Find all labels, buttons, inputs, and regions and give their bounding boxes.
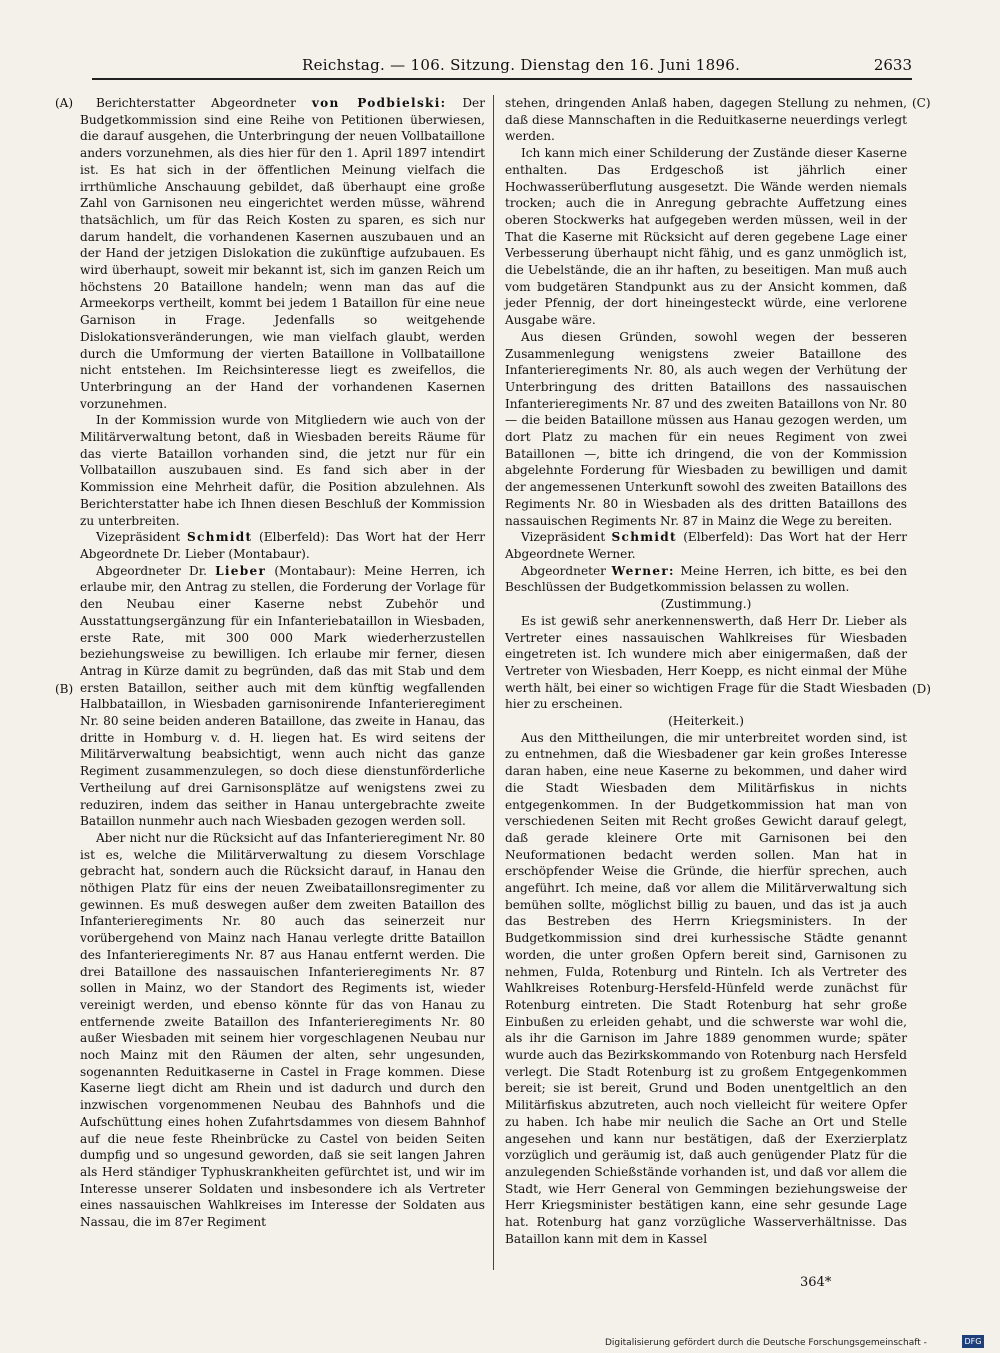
paragraph-text: Ich kann mich einer Schilderung der Zustände dieser Kaserne enthalten. Das Erdgeschoß ist jährlich einer Hochwasserüberflutung ausgesetzt. Die Wände werden niemals trocken; auch die in Anregung gebrachte Auffetzung eines oberen Stockwerks hat aufgegeben werden müssen, weil in der That die Kaserne mit Rücksicht auf deren gegebene Lage einer Verbesserung überhaupt nicht fähig, und es ganz unmöglich ist, die Uebelstände, die an ihr haften, zu beseitigen. Man muß auch vom budgetären Standpunkt aus zu der Ansicht kommen, daß jeder Pfennig, der dort hineingesteckt würde, eine verlorene Ausgabe wäre. <box>505 146 907 328</box>
paragraph <box>80 830 485 1231</box>
margin-marker-a: (A) <box>55 96 74 110</box>
paragraph <box>80 95 485 412</box>
paragraph-text: Aus diesen Gründen, sowohl wegen der besseren Zusammenlegung wenigstens zweier Bataillone des Infanterieregiments Nr. 80, als auch wegen der Verhütung der Unterbringung des dritten Bataillons des nassauischen Infanterieregiments Nr. 87 und des zweiten Bataillons von Nr. 80 — die beiden Bataillone müssen aus Hanau gezogen werden, um dort Platz zu machen für ein neues Regiment von zwei Bataillonen —, bitte ich dringend, die von der Kommission abgelehnte Forderung für Wiesbaden zu bewilligen und damit der angemessenen Unterkunft sowohl des zweiten Bataillons des Regiments Nr. 80 in Wiesbaden als des dritten Bataillons des nassauischen Regiments Nr. 87 in Mainz die Wege zu bereiten. <box>505 329 907 528</box>
paragraph-lead: Abgeordneter Dr. <box>96 563 216 578</box>
paragraph <box>505 145 907 329</box>
paragraph <box>505 613 907 713</box>
right-column <box>505 95 907 1248</box>
signature-mark: 364* <box>800 1275 832 1290</box>
paragraph <box>505 730 907 1248</box>
paragraph-text: (Heiterkeit.) <box>668 714 744 729</box>
speaker-name: von Podbielski: <box>311 96 447 110</box>
speaker-name: Werner: <box>611 563 675 578</box>
column-divider <box>493 95 494 1270</box>
speaker-name: Schmidt <box>611 530 677 545</box>
dfg-logo: DFG <box>962 1335 984 1348</box>
paragraph <box>80 563 485 830</box>
paragraph <box>505 563 907 596</box>
margin-marker-c: (C) <box>912 96 931 110</box>
page-header <box>92 56 912 80</box>
paragraph-lead: Berichterstatter Abgeordneter <box>96 96 312 110</box>
paragraph-text: stehen, dringenden Anlaß haben, dagegen Stellung zu nehmen, daß diese Mannschaften in die Reduitkaserne neuerdings verlegt werden. <box>505 96 907 144</box>
paragraph-text: (Zustimmung.) <box>660 597 752 612</box>
paragraph-text: Aber nicht nur die Rücksicht auf das Infanterieregiment Nr. 80 ist es, welche die Militärverwaltung zu diesem Vorschlage gebracht hat, sondern auch die Rücksicht darauf, in Hanau den nöthigen Platz für eins der neuen Zweibataillonsregimenter zu gewinnen. Es muß deswegen außer dem zweiten Bataillon des Infanterieregiments Nr. 80 auch das seinerzeit nur vorübergehend von Mainz nach Hanau verlegte dritte Bataillon des Infanterieregiments Nr. 87 aus Hanau entfernt werden. Die drei Bataillone des nassauischen Infanterieregiments Nr. 87 sollen in Mainz, wo der Standort des Regiments ist, wieder vereinigt werden, und ebenso könnte für das von Hanau zu entfernende zweite Bataillon des Infanterieregiments Nr. 80 außer Wiesbaden mit seinem hier vorgeschlagenen Neubau nur noch Mainz mit den Räumen der alten, sehr ungesunden, sogenannten Reduitkaserne in Castel in Frage kommen. Diese Kaserne liegt dicht am Rhein und ist dadurch und durch den inzwischen vorgenommenen Neubau des Bahnhofs und die Aufschüttung eines hohen Zufahrtsdammes von diesem Bahnhof auf die neue feste Rheinbrücke zu Castel von beiden Seiten dumpfig und so ungesund geworden, daß sie seit langen Jahren als Herd ständiger Typhuskrankheiten gefürchtet ist, und wir im Interesse unserer Soldaten und insbesondere ich als Vertreter eines nassauischen Wahlkreises im Interesse der Soldaten aus Nassau, die im 87er Regiment <box>80 830 485 1230</box>
paragraph-lead: Vizepräsident <box>521 530 612 545</box>
speaker-name: Schmidt <box>186 530 253 545</box>
paragraph <box>80 529 485 562</box>
margin-marker-b: (B) <box>55 682 74 696</box>
paragraph <box>505 329 907 529</box>
left-column <box>80 95 485 1231</box>
paragraph-text: Aus den Mittheilungen, die mir unterbreitet worden sind, ist zu entnehmen, daß die Wiesbadener gar kein großes Interesse daran haben, eine neue Kaserne zu bekommen, und daher wird die Stadt Wiesbaden dem Militärfiskus in nichts entgegenkommen. In der Budgetkommission hat man von verschiedenen Seiten mit Recht großes Gewicht darauf gelegt, daß gerade kleinere Orte mit Garnisonen bei den Neuformationen bedacht werden sollen. Man hat in erschöpfender Weise die Gründe, die hierfür sprechen, auch angeführt. Ich meine, daß vor allem die Militärverwaltung sich bemühen sollte, möglichst billig zu bauen, und das ist ja auch das Bestreben des Herrn Kriegsministers. In der Budgetkommission sind drei kurhessische Städte genannt worden, die unter großen Opfern bereit sind, Garnisonen zu nehmen, Fulda, Rotenburg und Rinteln. Ich als Vertreter des Wahlkreises Rotenburg-Hersfeld-Hünfeld werde zunächst für Rotenburg eintreten. Die Stadt Rotenburg hat sehr große Einbußen zu erleiden gehabt, und die schwerste war wohl die, als ihr die Garnison im Jahre 1889 genommen wurde; später wurde auch das Bezirkskommando von Rotenburg nach Hersfeld verlegt. Die Stadt Rotenburg ist zu großem Entgegenkommen bereit; sie ist bereit, Grund und Boden unentgeltlich an den Militärfiskus abzutreten, auch noch vielleicht für weitere Opfer zu haben. Ich habe mir neulich die Sache an Ort und Stelle angesehen und kann nur bestätigen, daß der Exerzierplatz vorzüglich und geräumig ist, daß auch genügender Platz für die anzulegenden Schießstände vorhanden ist, und daß vor allem die Stadt, wie Herr General von Gemmingen beziehungsweise der Herr Kriegsminister bestätigen kann, eine sehr gesunde Lage hat. Rotenburg hat ganz vorzügliche Wasserverhältnisse. Das Bataillon kann mit dem in Kassel <box>505 730 907 1246</box>
paragraph-text: Meine Herren, ich bitte, es bei den Beschlüssen der Budgetkommission belassen zu wollen. <box>505 563 907 595</box>
paragraph-text: (Elberfeld): Das Wort hat der Herr Abgeordnete Dr. Lieber (Montabaur). <box>80 530 485 561</box>
paragraph-text: (Montabaur): Meine Herren, ich erlaube mir, den Antrag zu stellen, die Forderung der Vorlage für den Neubau einer Kaserne nebst Zubehör und Ausstattungsergänzung für ein Infanteriebataillon in Wiesbaden, erste Rate, mit 300 000 Mark wiederherzustellen beziehungsweise zu bewilligen. Ich erlaube mir ferner, diesen Antrag in Kürze damit zu begründen, daß das mit Stab und dem ersten Bataillon, seither auch mit dem künftig wegfallenden Halbbataillon, in Wiesbaden garnisonirende Infanterieregiment Nr. 80 seine beiden anderen Bataillone, das zweite in Hanau, das dritte in Homburg v. d. H. liegen hat. Es wird seitens der Militärverwaltung beabsichtigt, wenn auch nicht das ganze Regiment zusammenzulegen, so doch diese dienstunförderliche Vertheilung auf drei Garnisonsplätze auf wenigstens zwei zu reduziren, indem das seither in Hanau untergebrachte zweite Bataillon nunmehr auch nach Wiesbaden gezogen werden soll. <box>80 563 485 829</box>
paragraph <box>505 529 907 562</box>
paragraph <box>505 95 907 145</box>
paragraph-text: (Elberfeld): Das Wort hat der Herr Abgeordnete Werner. <box>505 530 907 561</box>
paragraph <box>505 713 907 730</box>
footer-credit: Digitalisierung gefördert durch die Deutsche Forschungsgemeinschaft - <box>605 1338 927 1348</box>
paragraph <box>80 412 485 529</box>
paragraph-text: Es ist gewiß sehr anerkennenswerth, daß Herr Dr. Lieber als Vertreter eines nassauischen Wahlkreises für Wiesbaden eingetreten ist. Ich wundere mich aber einigermaßen, daß der Vertreter von Wiesbaden, Herr Koepp, es nicht einmal der Mühe werth hält, bei einer so wichtigen Frage für die Stadt Wiesbaden hier zu erscheinen. <box>505 613 907 712</box>
paragraph-text: Der Budgetkommission sind eine Reihe von Petitionen überwiesen, die darauf ausgehen, die Unterbringung der neuen Vollbataillone anders vorzunehmen, als dies hier für den 1. April 1897 intendirt ist. Es hat sich in der öffentlichen Meinung vielfach die irrthümliche Anschauung gebildet, daß überhaupt eine große Zahl von Garnisonen neu eingerichtet werden müsse, während thatsächlich, um für das Reich Kosten zu sparen, es sich nur darum handelt, die vorhandenen Kasernen auszubauen und an der Hand der jetzigen Dislokation die zukünftige aufzubauen. Es wird überhaupt, soweit mir bekannt ist, sich im ganzen Reich um höchstens 20 Bataillone handeln; wenn man das auf die Armeekorps vertheilt, kommt bei jedem 1 Bataillon für eine neue Garnison in Frage. Jedenfalls so weitgehende Dislokationsveränderungen, wie man vielfach glaubt, werden durch die Umformung der vierten Bataillone in Vollbataillone nicht entstehen. Im Reichsinteresse liegt es zweifellos, die Unterbringung an der Hand der vorhandenen Kasernen vorzunehmen. <box>80 96 485 411</box>
page-title: Reichstag. — 106. Sitzung. Dienstag den 16. Juni 1896. <box>302 56 741 74</box>
paragraph-lead: Abgeordneter <box>521 563 612 578</box>
page-number: 2633 <box>873 56 912 74</box>
paragraph-text: In der Kommission wurde von Mitgliedern wie auch von der Militärverwaltung betont, daß in Wiesbaden bereits Räume für das vierte Bataillon vorhanden sind, die jetzt nur für ein Vollbataillon auszubauen sind. Es fand sich aber in der Kommission eine Mehrheit dafür, die Position abzulehnen. Als Berichterstatter habe ich Ihnen diesen Beschluß der Kommission zu unterbreiten. <box>80 413 485 528</box>
paragraph-lead: Vizepräsident <box>96 530 187 545</box>
paragraph <box>505 596 907 613</box>
margin-marker-d: (D) <box>912 682 931 696</box>
speaker-name: Lieber <box>215 563 267 578</box>
